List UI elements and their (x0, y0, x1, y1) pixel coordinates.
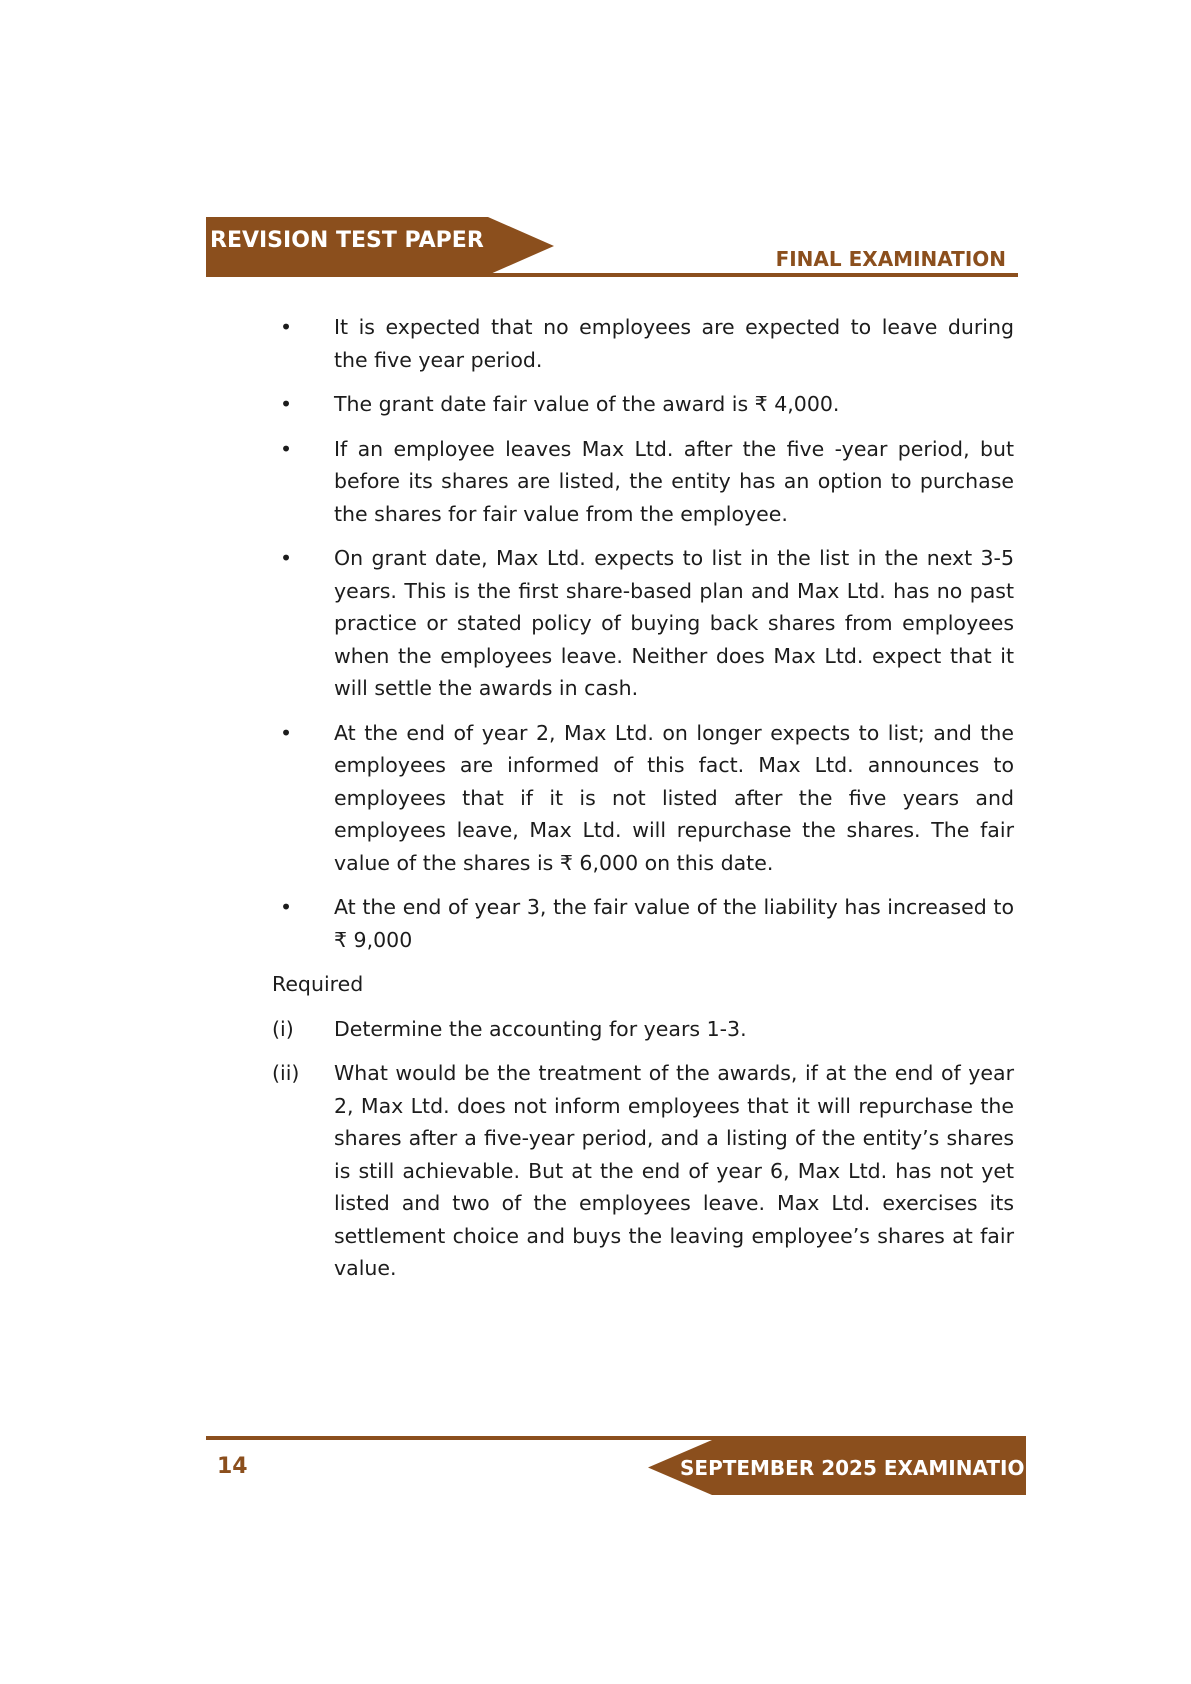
bullet-icon: • (279, 720, 293, 745)
bullet-text: The grant date fair value of the award is ₹ 4,000. (334, 392, 840, 416)
required-item (272, 1013, 1014, 1046)
header-divider (206, 273, 1018, 277)
bullet-item (272, 388, 1014, 421)
required-item-text: What would be the treatment of the awards, if at the end of year 2, Max Ltd. does not inform employees that it will repurchase the shares after a five-year period, and a listing of the entity’s shares is still achievable. But at the end of year 6, Max Ltd. has not yet listed and two of the employees leave. Max Ltd. exercises its settlement choice and buys the leaving employee’s shares at fair value. (334, 1061, 1014, 1280)
bullet-text: If an employee leaves Max Ltd. after the five -year period, but before its shares are listed, the entity has an option to purchase the shares for fair value from the employee. (334, 436, 1014, 526)
required-heading: Required (272, 972, 364, 996)
required-item-number: (ii) (272, 1061, 300, 1085)
required-item-text: Determine the accounting for years 1-3. (334, 1016, 747, 1041)
bullet-text: At the end of year 2, Max Ltd. on longer expects to list; and the employees are informed of this fact. Max Ltd. announces to employees that if it is not listed after the five years and employees leave, Max Ltd. will repurchase the shares. The fair value of the shares is ₹ 6,000 on this date. (334, 720, 1014, 875)
page-number: 14 (217, 1454, 248, 1479)
bullet-icon: • (279, 392, 293, 416)
bullet-icon: • (279, 436, 293, 461)
bullet-icon: • (279, 895, 293, 919)
required-item (272, 1057, 1014, 1285)
bullet-text: At the end of year 3, the fair value of the liability has increased to ₹ 9,000 (334, 895, 1014, 952)
bullet-item (272, 433, 1014, 531)
bullet-item (272, 542, 1014, 705)
main-content (272, 311, 1014, 1297)
header-title: REVISION TEST PAPER (210, 228, 484, 253)
footer-exam-label: SEPTEMBER 2025 EXAMINATION (680, 1456, 1042, 1480)
bullet-item (272, 717, 1014, 880)
bullet-text: On grant date, Max Ltd. expects to list in the list in the next 3-5 years. This is the first share-based plan and Max Ltd. has no past practice or stated policy of buying back shares from employees when the employees leave. Neither does Max Ltd. expect that it will settle the awards in cash. (334, 546, 1014, 700)
bullet-icon: • (279, 315, 293, 339)
bullet-text: It is expected that no employees are expected to leave during the five year period. (334, 315, 1014, 372)
bullet-item (272, 891, 1014, 956)
bullet-item (272, 311, 1014, 376)
header-subtitle: FINAL EXAMINATION (775, 247, 1006, 271)
required-item-number: (i) (272, 1016, 294, 1041)
bullet-icon: • (279, 546, 293, 570)
